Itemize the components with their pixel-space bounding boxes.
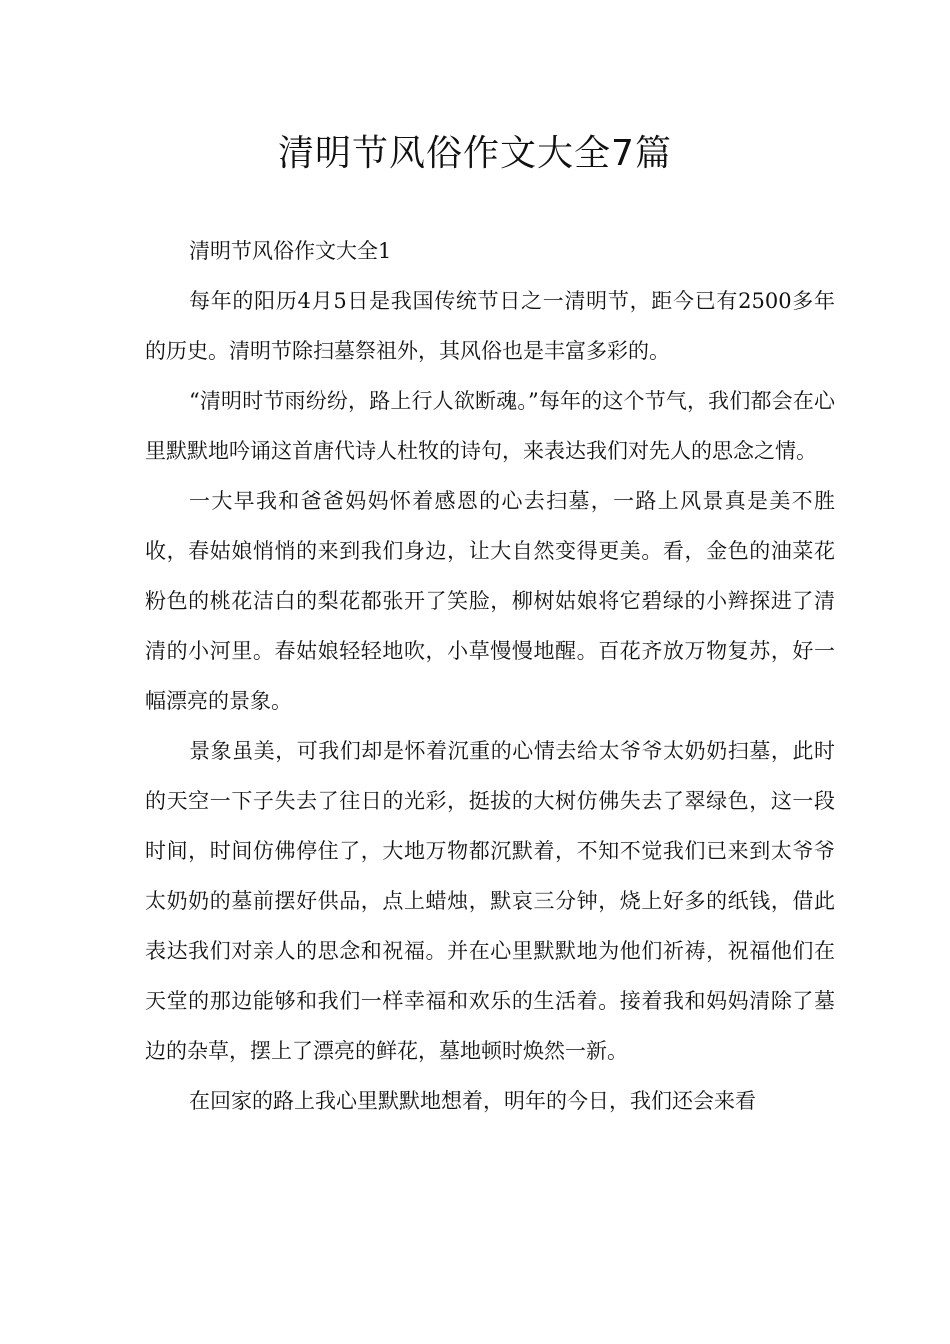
document-body [145, 226, 835, 1126]
paragraph-5: 在回家的路上我心里默默地想着，明年的今日，我们还会来看 [189, 1089, 756, 1113]
paragraph-4: 景象虽美，可我们却是怀着沉重的心情去给太爷爷太奶奶扫墓，此时的天空一下子失去了往日的光彩，挺拔的大树仿佛失去了翠绿色，这一段时间，时间仿佛停住了，大地万物都沉默着，不知不觉我们已来到太爷爷太奶奶的墓前摆好供品，点上蜡烛，默哀三分钟，烧上好多的纸钱，借此表达我们对亲人的思念和祝福。并在心里默默地为他们祈祷，祝福他们在天堂的那边能够和我们一样幸福和欢乐的生活着。接着我和妈妈清除了墓边的杂草，摆上了漂亮的鲜花，墓地顿时焕然一新。 [145, 739, 835, 1063]
section-heading: 清明节风俗作文大全1 [189, 239, 392, 263]
paragraph-3: 一大早我和爸爸妈妈怀着感恩的心去扫墓，一路上风景真是美不胜收，春姑娘悄悄的来到我们身边，让大自然变得更美。看，金色的油菜花粉色的桃花洁白的梨花都张开了笑脸，柳树姑娘将它碧绿的小辫探进了清清的小河里。春姑娘轻轻地吹，小草慢慢地醒。百花齐放万物复苏，好一幅漂亮的景象。 [145, 489, 835, 713]
paragraph-2: “清明时节雨纷纷，路上行人欲断魂。”每年的这个节气，我们都会在心里默默地吟诵这首唐代诗人杜牧的诗句，来表达我们对先人的思念之情。 [145, 389, 835, 463]
document-title: 清明节风俗作文大全7篇 [278, 133, 672, 174]
paragraph-1: 每年的阳历4月5日是我国传统节日之一清明节，距今已有2500多年的历史。清明节除扫墓祭祖外，其风俗也是丰富多彩的。 [145, 289, 835, 363]
